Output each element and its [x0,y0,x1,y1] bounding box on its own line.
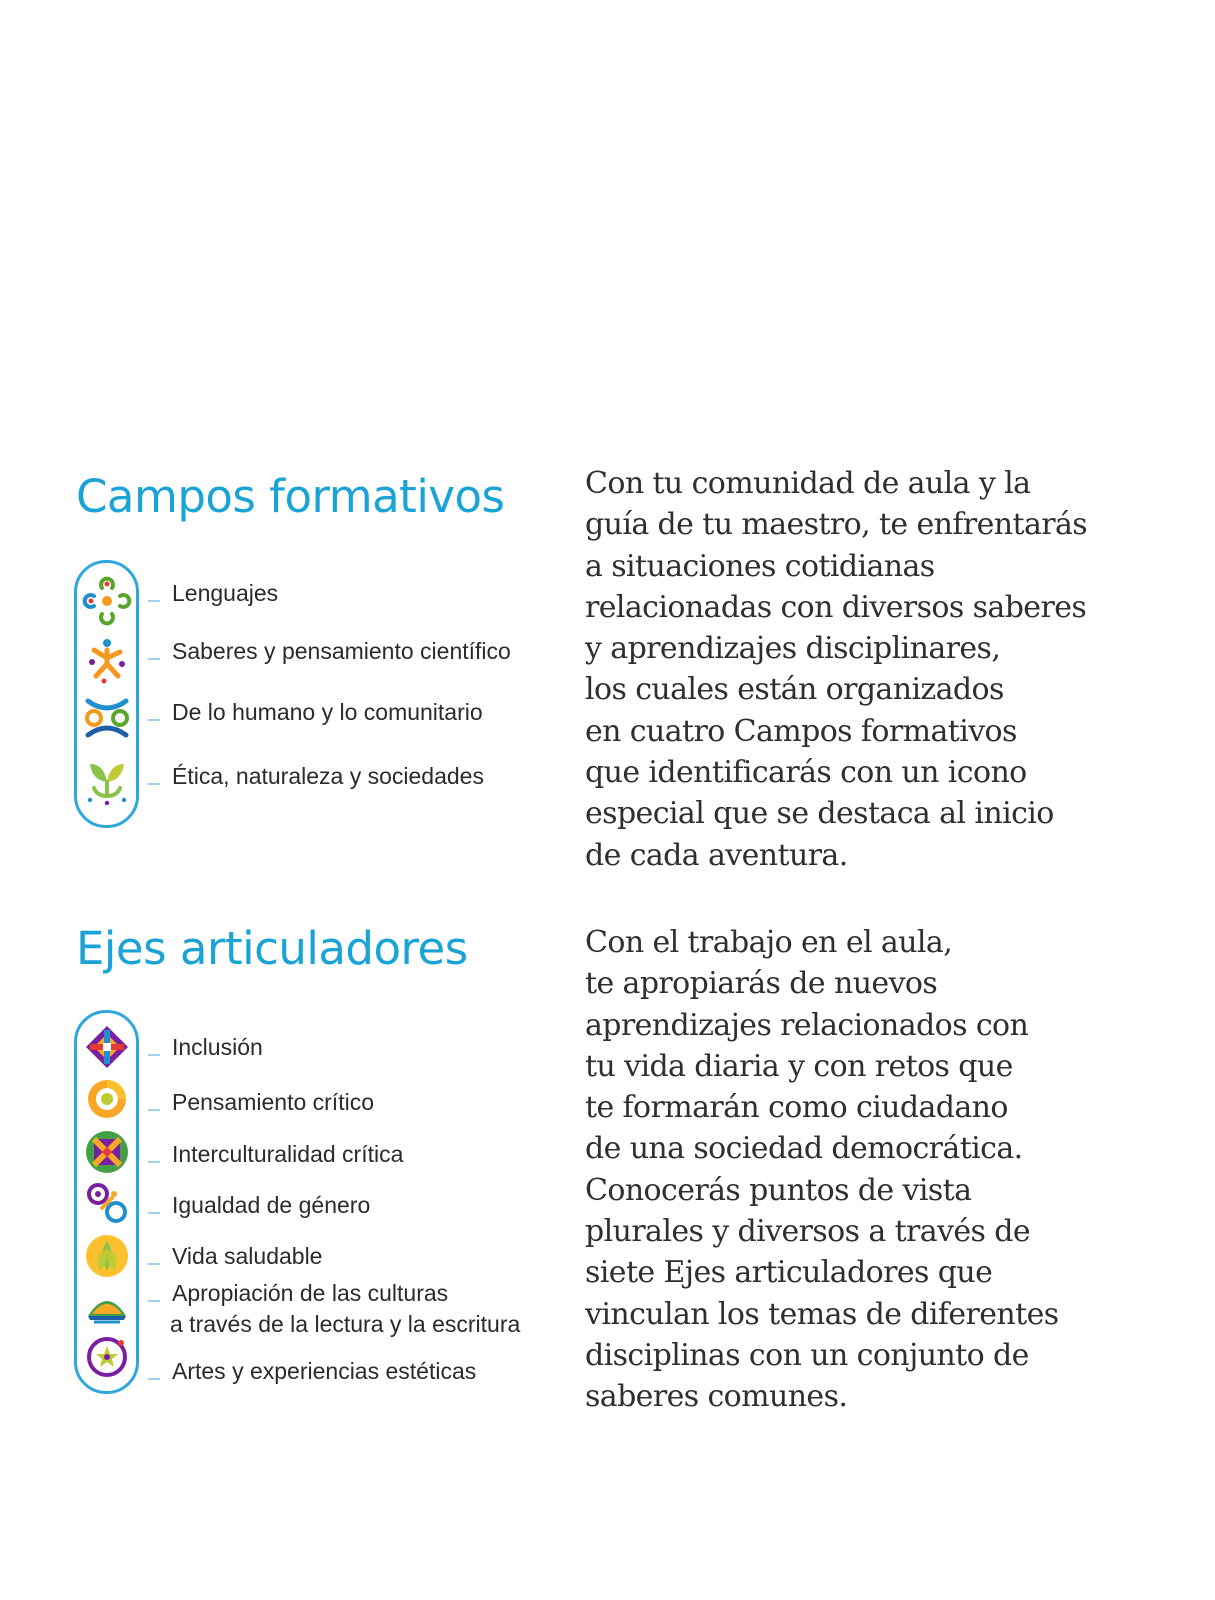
igualdad-genero-icon [84,1180,130,1226]
vida-saludable-icon [84,1233,130,1279]
lectura-escritura-icon [84,1286,130,1332]
bullet-dash [148,1109,160,1111]
bullet-dash [148,1263,160,1265]
campos-item-label: Lenguajes [172,580,279,606]
bullet-dash [148,1378,160,1380]
saberes-icon [82,636,132,686]
ejes-item-label: Vida saludable [172,1243,323,1269]
etica-naturaleza-icon [82,752,132,808]
campos-item-label: Ética, naturaleza y sociedades [172,763,484,789]
campos-paragraph: Con tu comunidad de aula y la guía de tu maestro, te enfrentarás a situaciones cotidianas relacionadas con diversos saberes y aprendizajes disciplinares, los cuales están organizados en cuatro Campos formativos que identificarás con un icono especial que se destaca al inicio de cada aventura. [585,466,1088,873]
bullet-dash [148,1300,160,1302]
inclusion-icon [84,1024,130,1070]
ejes-item-label: Inclusión [172,1034,263,1060]
bullet-dash [148,1161,160,1163]
humano-comunitario-icon [82,693,132,743]
ejes-articuladores-title: Ejes articuladores [76,922,468,975]
ejes-item-label-line2: a través de la lectura y la escritura [170,1311,521,1337]
campos-item-label: De lo humano y lo comunitario [172,699,483,725]
bullet-dash [148,1054,160,1056]
ejes-item-label: Pensamiento crítico [172,1089,374,1115]
pensamiento-critico-icon [84,1076,130,1122]
artes-icon [84,1334,130,1380]
bullet-dash [148,658,160,660]
ejes-paragraph: Con el trabajo en el aula, te apropiarás de nuevos aprendizajes relacionados con tu vida diaria y con retos que te formarán como ciudadano de una sociedad democrática. Conocerás puntos de vista plurales y diversos a través de siete Ejes articuladores que vinculan los temas de diferentes disciplinas con un conjunto de saberes comunes. [585,925,1059,1415]
lenguajes-icon [82,576,132,626]
bullet-dash [148,1212,160,1214]
ejes-item-label: Interculturalidad crítica [172,1141,404,1167]
bullet-dash [148,719,160,721]
bullet-dash [148,783,160,785]
ejes-item-label: Artes y experiencias estéticas [172,1358,477,1384]
interculturalidad-icon [84,1129,130,1175]
campos-formativos-title: Campos formativos [76,470,505,523]
ejes-item-label: Igualdad de género [172,1192,371,1218]
bullet-dash [148,600,160,602]
ejes-item-label-line1: Apropiación de las culturas [172,1280,449,1306]
campos-item-label: Saberes y pensamiento científico [172,638,511,664]
